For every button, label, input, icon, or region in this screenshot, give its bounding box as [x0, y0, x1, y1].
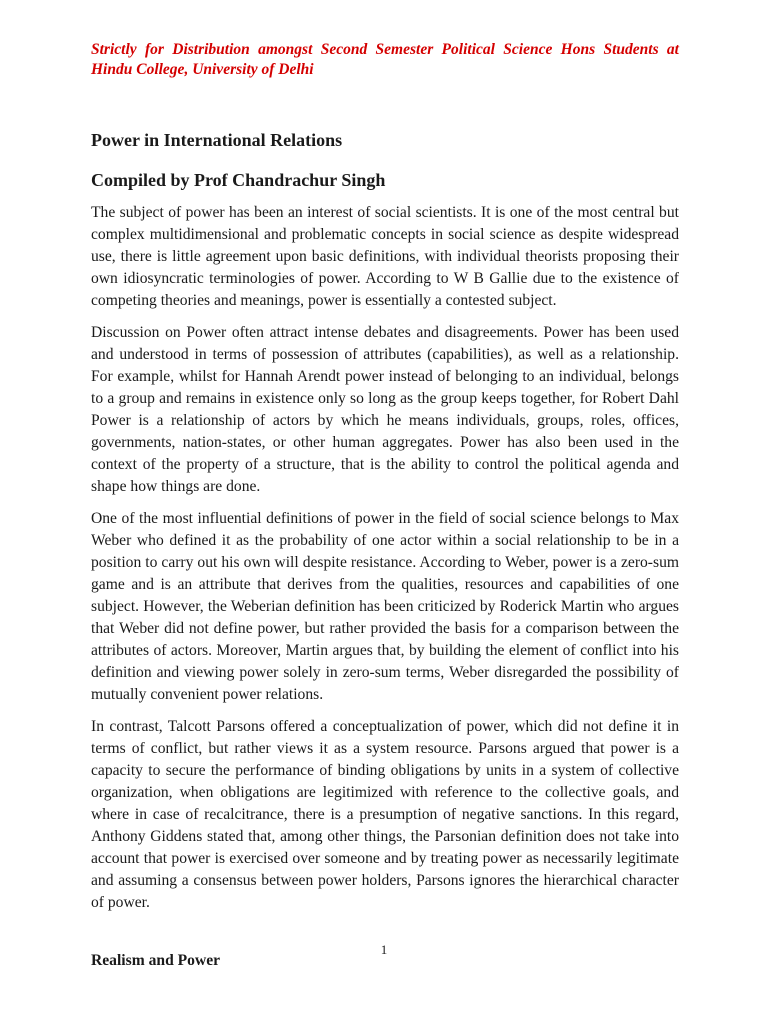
document-subtitle: Compiled by Prof Chandrachur Singh	[91, 170, 386, 190]
paragraph-3: One of the most influential definitions of power in the field of social science belongs to Max Weber who defined it as the probability of one actor within a social relationship to be in a position to carry out his own will despite resistance. According to Weber, power is a zero-sum game and is an attribute that derives from the qualities, resources and capabilities of one subject. However, the Weberian definition has been criticized by Roderick Martin who argues that Weber did not define power, but rather provided the basis for a comparison between the attributes of actors. Moreover, Martin argues that, by building the element of conflict into his definition and viewing power solely in zero-sum terms, Weber disregarded the possibility of mutually convenient power relations.	[91, 510, 679, 703]
section-heading: Realism and Power	[91, 952, 221, 969]
paragraph-2: Discussion on Power often attract intense debates and disagreements. Power has been used and understood in terms of possession of attributes (capabilities), as well as a relationship. For example, whilst for Hannah Arendt power instead of belonging to an individual, belongs to a group and remains in existence only so long as the group keeps together, for Robert Dahl Power is a relationship of actors by which he means individuals, groups, roles, offices, governments, nation-states, or other human aggregates. Power has also been used in the context of the property of a structure, that is the ability to control the political agenda and shape how things are done.	[91, 324, 679, 495]
distribution-note: Strictly for Distribution amongst Second Semester Political Science Hons Students at Hindu College, University of Delhi	[91, 41, 679, 78]
paragraph-4: In contrast, Talcott Parsons offered a conceptualization of power, which did not define it in terms of conflict, but rather views it as a system resource. Parsons argued that power is a capacity to secure the performance of binding obligations by units in a system of collective organization, when obligations are legitimized with reference to the collective goals, and where in case of recalcitrance, there is a presumption of negative sanctions. In this regard, Anthony Giddens stated that, among other things, the Parsonian definition does not take into account that power is exercised over someone and by treating power as necessarily legitimate and assuming a consensus between power holders, Parsons ignores the hierarchical character of power.	[91, 718, 679, 911]
page-number: 1	[380, 942, 388, 957]
document-title: Power in International Relations	[91, 130, 343, 150]
document-page	[91, 40, 679, 972]
paragraph-1: The subject of power has been an interest of social scientists. It is one of the most central but complex multidimensional and problematic concepts in social science as despite widespread use, there is little agreement upon basic definitions, with individual theorists proposing their own idiosyncratic terminologies of power. According to W B Gallie due to the existence of competing theories and meanings, power is essentially a contested subject.	[91, 204, 679, 309]
